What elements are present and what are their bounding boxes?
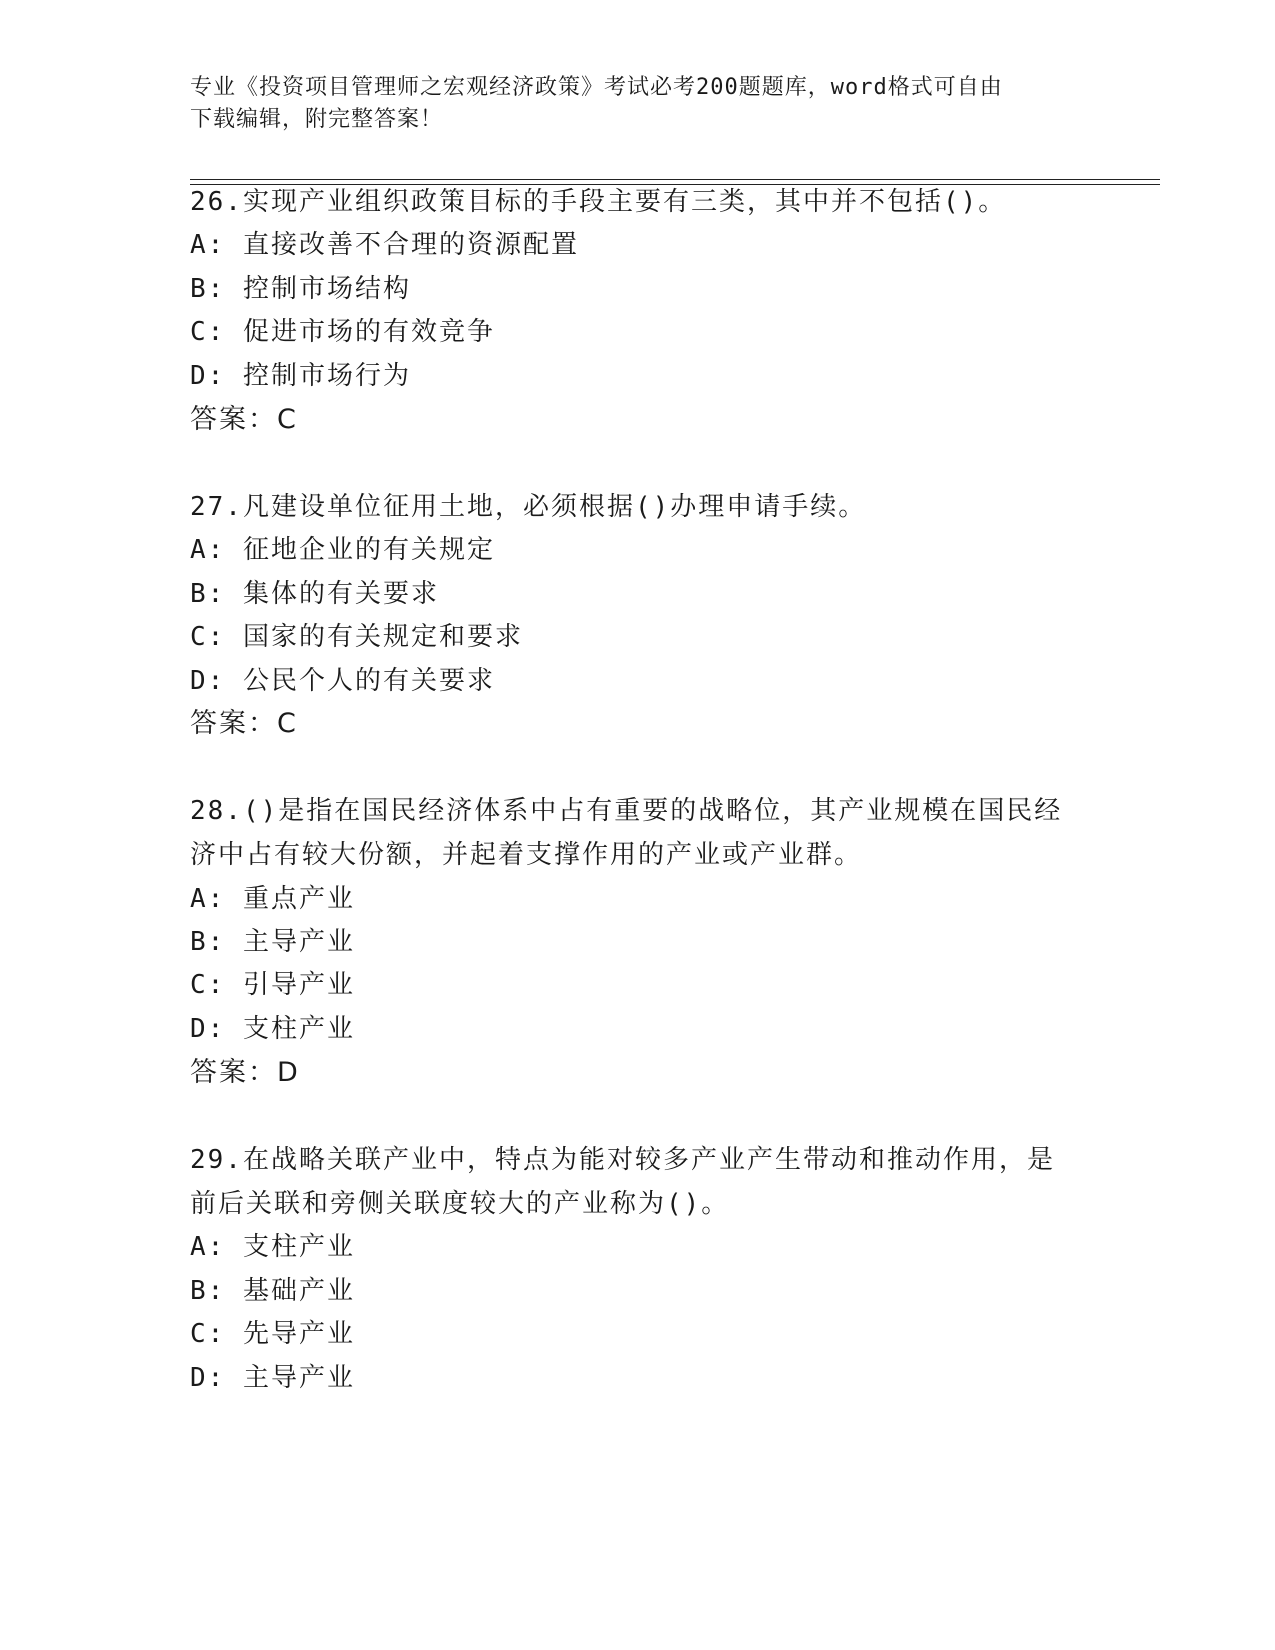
option-b: B: 控制市场结构 (190, 274, 411, 304)
option-b: B: 基础产业 (190, 1276, 355, 1306)
option-d: D: 主导产业 (190, 1363, 355, 1393)
option-b: B: 主导产业 (190, 927, 355, 957)
document-header (190, 72, 1070, 136)
answer: 答案：C (190, 404, 298, 435)
option-a: A: 重点产业 (190, 884, 355, 914)
answer: 答案：D (190, 1057, 300, 1088)
option-a: A: 直接改善不合理的资源配置 (190, 230, 579, 260)
option-d: D: 公民个人的有关要求 (190, 666, 495, 696)
option-d: D: 支柱产业 (190, 1014, 355, 1044)
option-c: C: 引导产业 (190, 970, 355, 1000)
option-b: B: 集体的有关要求 (190, 579, 439, 609)
question-stem-line-1: 29.在战略关联产业中，特点为能对较多产业产生带动和推动作用，是 (190, 1145, 1055, 1175)
answer: 答案：C (190, 708, 298, 739)
header-line-2: 下载编辑，附完整答案！ (190, 107, 444, 132)
option-a: A: 征地企业的有关规定 (190, 535, 495, 565)
option-a: A: 支柱产业 (190, 1232, 355, 1262)
option-c: C: 先导产业 (190, 1319, 355, 1349)
option-d: D: 控制市场行为 (190, 361, 411, 391)
question-stem: 26.实现产业组织政策目标的手段主要有三类，其中并不包括()。 (190, 187, 1007, 217)
option-c: C: 国家的有关规定和要求 (190, 622, 523, 652)
question-stem: 27.凡建设单位征用土地，必须根据()办理申请手续。 (190, 492, 867, 522)
question-stem-line-2: 济中占有较大份额，并起着支撑作用的产业或产业群。 (190, 840, 863, 870)
header-line-1: 专业《投资项目管理师之宏观经济政策》考试必考200题题库，word格式可自由 (190, 75, 1003, 100)
question-stem-line-1: 28.()是指在国民经济体系中占有重要的战略位，其产业规模在国民经 (190, 796, 1063, 826)
option-c: C: 促进市场的有效竞争 (190, 317, 495, 347)
question-stem-line-2: 前后关联和旁侧关联度较大的产业称为()。 (190, 1189, 730, 1219)
